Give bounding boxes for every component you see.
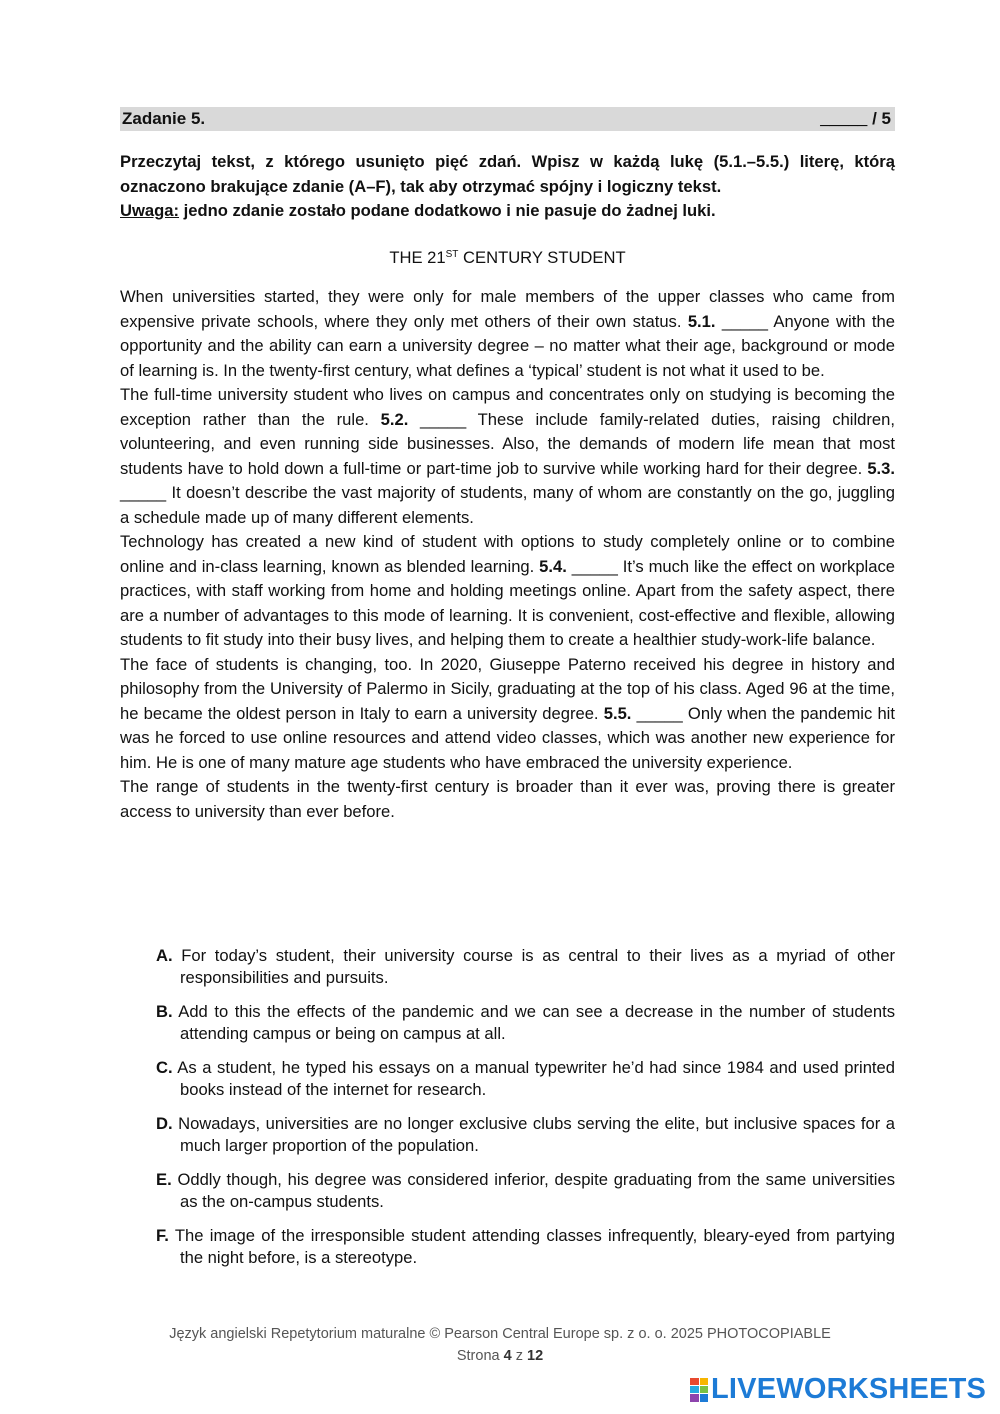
option-b [156,1001,895,1045]
option-e [156,1169,895,1213]
gap-5-1-label: 5.1. [687,311,716,331]
option-letter: B. [156,1002,173,1021]
option-text: As a student, he typed his essays on a manual typewriter he’d had since 1984 and used printed books instead of the internet for research. [172,1058,895,1099]
task-score [820,109,891,129]
option-c [156,1057,895,1101]
option-text: Nowadays, universities are no longer exclusive clubs serving the elite, but inclusive spaces for a much larger proportion of the population. [172,1114,895,1155]
gap-5-3-blank[interactable]: _____ [120,483,167,502]
text-run: It doesn’t describe the vast majority of students, many of whom are constantly on the go, juggling a schedule made up of many different elements. [120,483,895,527]
paragraph-3 [120,530,895,653]
liveworksheets-logo-icon [690,1378,708,1402]
gap-5-4-label: 5.4. [539,556,567,576]
paragraph-4 [120,653,895,776]
option-d [156,1113,895,1157]
gap-5-3-label: 5.3. [867,458,895,478]
gap-5-4-blank[interactable]: _____ [566,556,618,576]
instructions-main: Przeczytaj tekst, z którego usunięto pięć zdań. Wpisz w każdą lukę (5.1.–5.5.) literę, którą oznaczono brakujące zdanie (A–F), tak aby otrzymać spójny i logiczny tekst. [120,152,895,196]
task-title: Zadanie 5. [122,109,206,128]
paragraph-2 [120,383,895,530]
footer-page-number [0,1345,1000,1367]
page-total: 12 [527,1348,544,1364]
score-total: / 5 [867,109,891,128]
task-header-bar [120,107,895,131]
text-run: Anyone with the opportunity and the ability can earn a university degree – no matter what their age, background or mode of learning is. In the twenty-first century, what defines a ‘typical’ student is not what it used to be. [120,311,895,380]
gap-5-5-blank[interactable]: _____ [631,703,683,723]
article-text [120,285,895,824]
score-blank[interactable]: _____ [820,109,868,128]
page-current: 4 [503,1348,512,1364]
task-instructions [120,150,895,224]
text-run: These include family-related duties, raising children, volunteering, and even running side businesses. Also, the demands of modern life mean that most students have to hold down a full-time or part-time job to survive while working hard for their degree. [120,409,895,478]
option-letter: A. [156,946,173,965]
option-text: For today’s student, their university course is as central to their lives as a myriad of other responsibilities and pursuits. [172,946,895,987]
gap-5-5-label: 5.5. [603,703,632,723]
page-footer [0,1323,1000,1367]
text-run: The full-time university student who lives on campus and concentrates only on studying is becoming the exception rather than the rule. [120,385,895,429]
liveworksheets-brand[interactable] [690,1373,986,1406]
answer-options [156,945,895,1281]
option-letter: D. [156,1114,173,1133]
footer-copyright: Język angielski Repetytorium maturalne © Pearson Central Europe sp. z o. o. 2025 PHOTOCOPIABLE [169,1326,831,1342]
text-run: The face of students is changing, too. In 2020, Giuseppe Paterno received his degree in history and philosophy from the University of Palermo in Sicily, graduating at the top of his class. Aged 96 at the time, he became the oldest person in Italy to earn a university degree. [120,654,895,723]
article-title [120,248,895,268]
text-run: Technology has created a new kind of student with options to study completely online or to combine online and in-class learning, known as blended learning. [120,532,895,576]
option-text: Oddly though, his degree was considered inferior, despite graduating from the same universities as the on-campus students. [171,1170,895,1211]
option-text: The image of the irresponsible student attending classes infrequently, bleary-eyed from partying the night before, is a stereotype. [168,1226,895,1267]
option-a [156,945,895,989]
note-text: jedno zdanie zostało podane dodatkowo i nie pasuje do żadnej luki. [179,201,716,220]
option-letter: E. [156,1170,172,1189]
page-mid: z [511,1348,527,1364]
option-text: Add to this the effects of the pandemic and we can see a decrease in the number of students attending campus or being on campus at all. [172,1002,895,1043]
text-run: It’s much like the effect on workplace practices, with staff working from home and holding meetings online. Apart from the safety aspect, there are a number of advantages to this mode of learning. It is convenient, cost-effective and flexible, allowing students to fit study into their busy lives, and helping them to create a healthier study-work-life balance. [120,556,895,649]
title-post: CENTURY STUDENT [458,248,626,267]
text-run: Only when the pandemic hit was he forced to use online resources and attend video classes, which was another new experience for him. He is one of many mature age students who have embraced the university experience. [120,703,895,772]
option-letter: F. [156,1226,169,1245]
paragraph-5: The range of students in the twenty-first century is broader than it ever was, proving there is greater access to university than ever before. [120,777,895,821]
gap-5-1-blank[interactable]: _____ [715,311,768,331]
title-sup: ST [445,249,459,260]
option-letter: C. [156,1058,173,1077]
note-label: Uwaga: [120,201,180,220]
page-prefix: Strona [456,1348,504,1364]
text-run: When universities started, they were only for male members of the upper classes who came from expensive private schools, where they only met others of their own status. [120,287,895,331]
option-f [156,1225,895,1269]
brand-name: LIVEWORKSHEETS [711,1373,987,1405]
gap-5-2-blank[interactable]: _____ [408,409,467,429]
paragraph-1 [120,285,895,383]
title-pre: THE 21 [389,248,446,267]
gap-5-2-label: 5.2. [380,409,409,429]
